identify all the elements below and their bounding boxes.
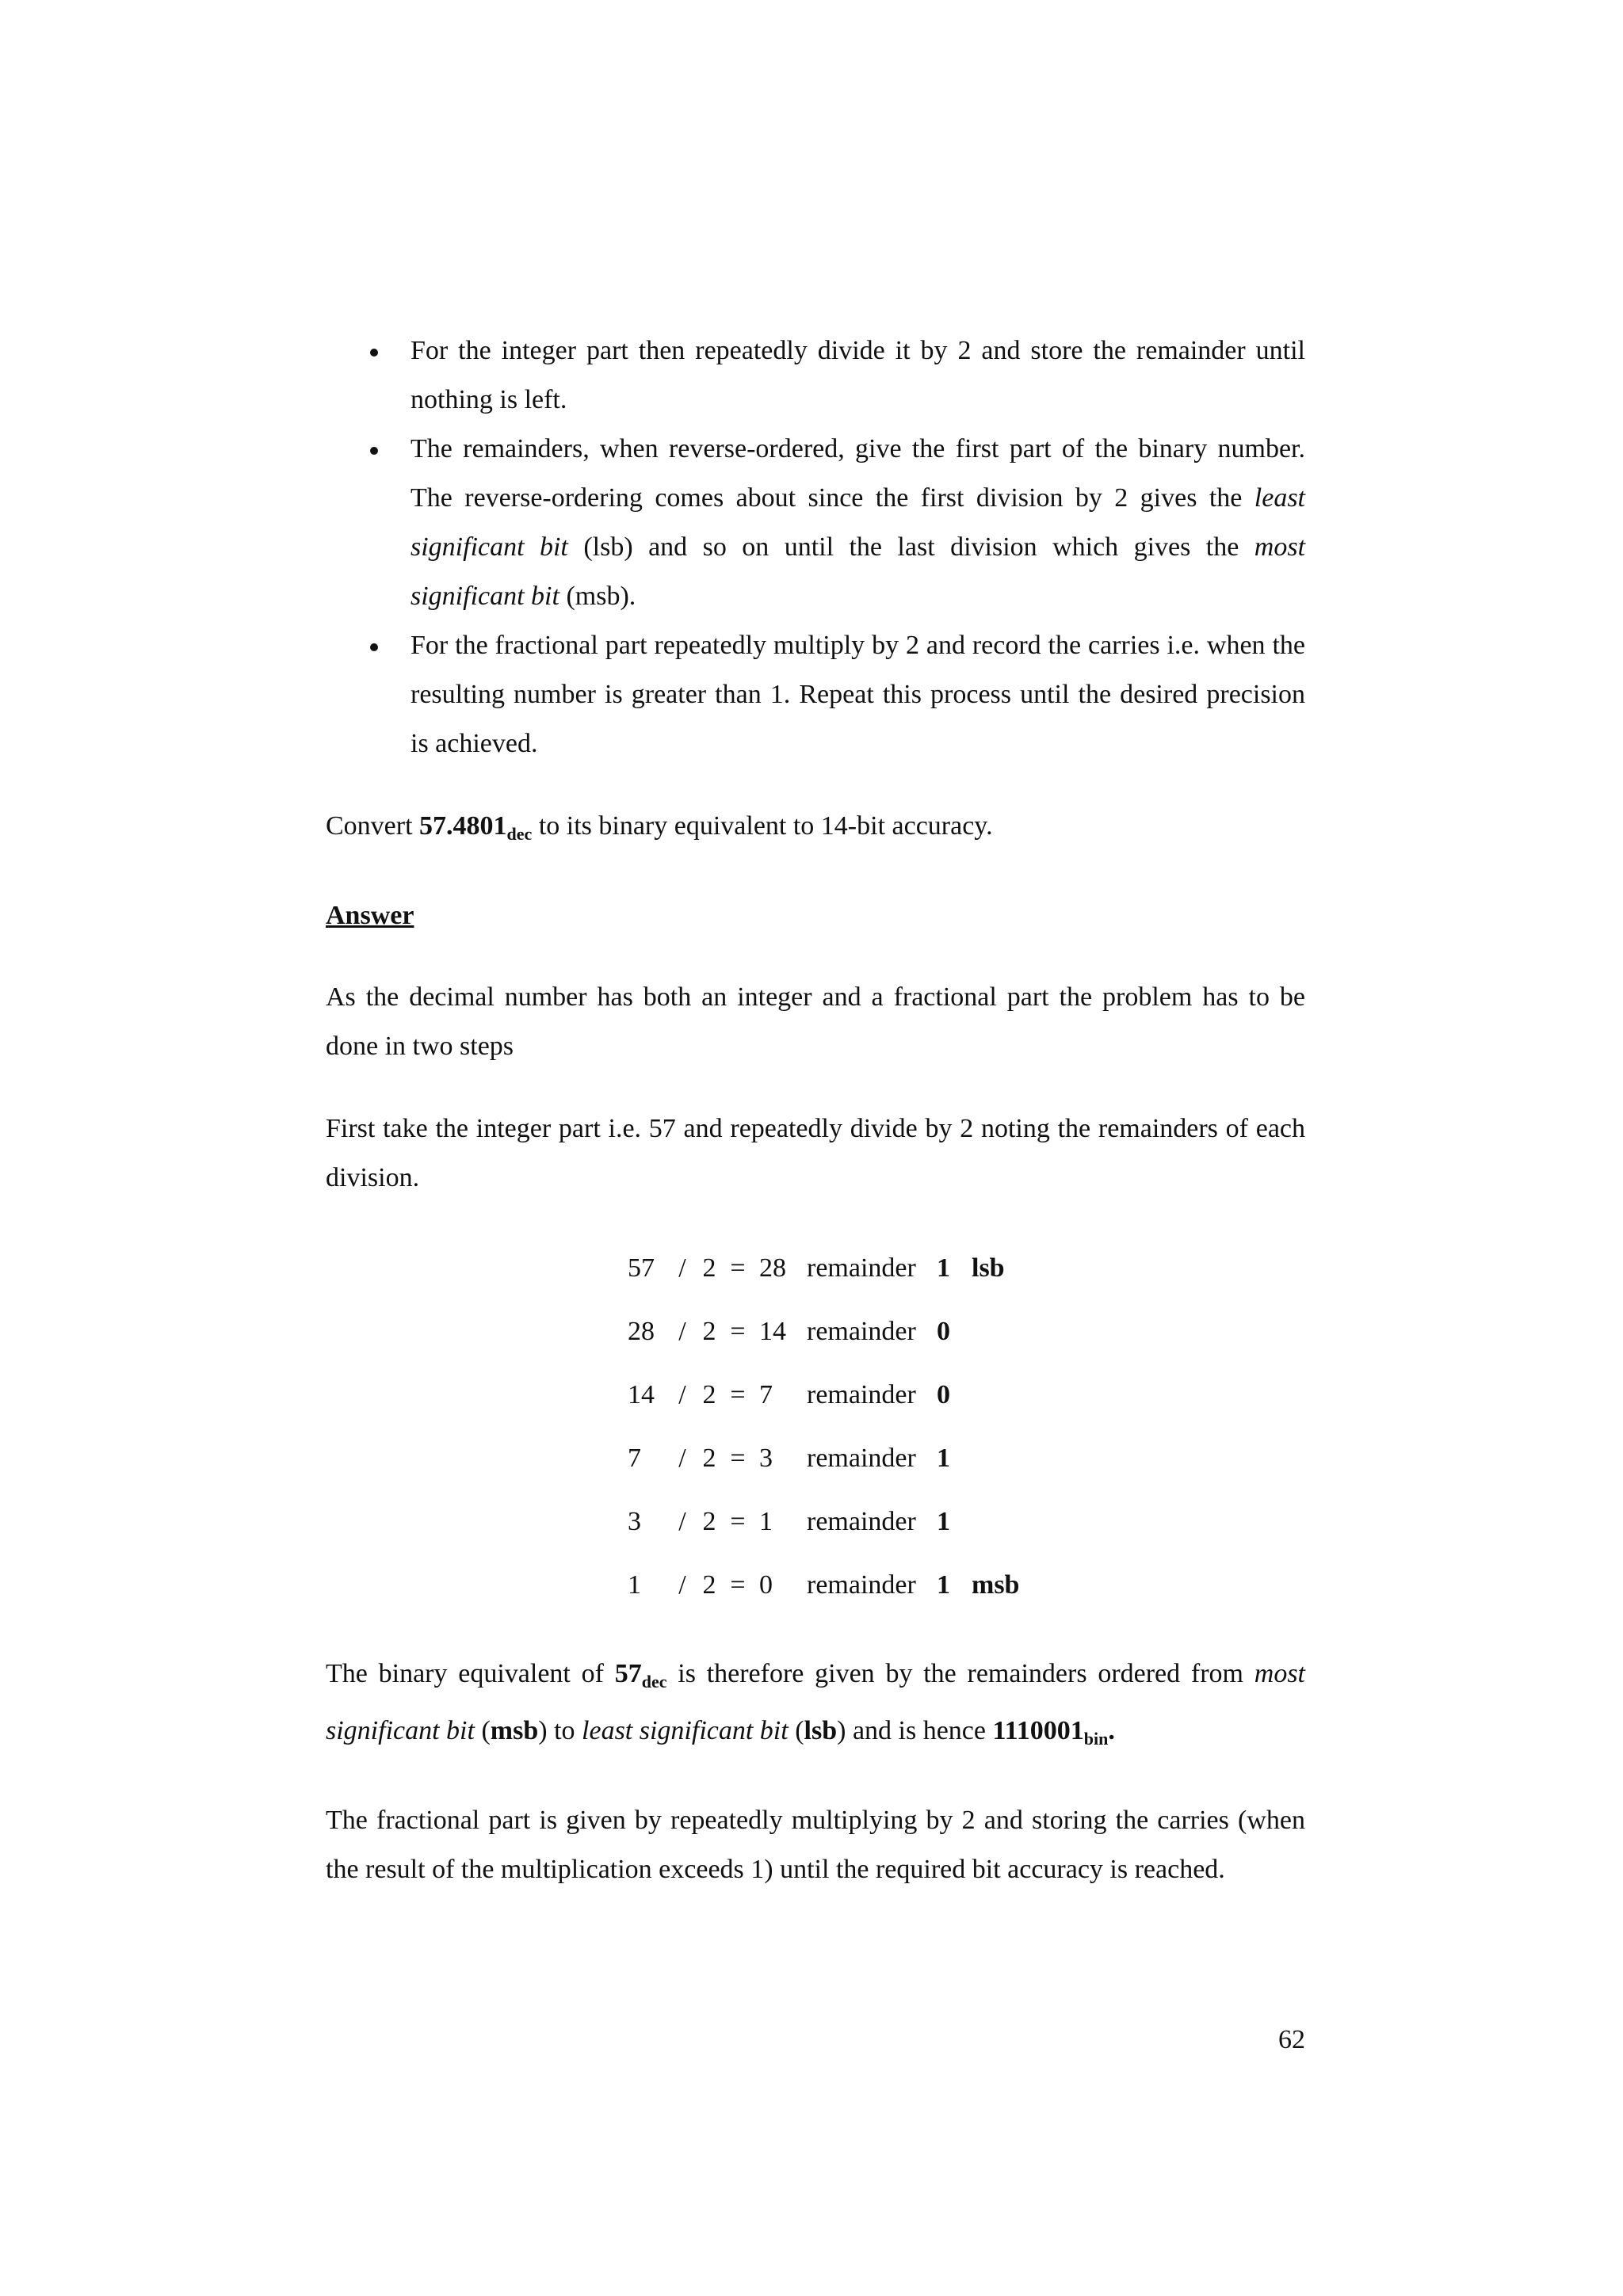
text-part: The binary equivalent of — [326, 1659, 615, 1688]
equals-sign-cell: = — [730, 1380, 746, 1409]
bullet-integer-part — [326, 326, 1305, 425]
divide-sign-cell: / — [678, 1317, 686, 1346]
text-part: ) and is hence — [837, 1716, 993, 1745]
equals-sign-cell: = — [730, 1507, 746, 1536]
bit-note-cell — [967, 1363, 1019, 1427]
problem-subscript: dec — [506, 824, 533, 844]
bullet-text-part: (msb). — [559, 582, 636, 611]
bit-note-cell — [967, 1300, 1019, 1363]
division-row — [628, 1363, 1019, 1427]
divisor-cell: 2 — [702, 1317, 716, 1346]
dividend-cell: 28 — [628, 1317, 655, 1346]
text-part: is therefore given by the remainders ordered from — [666, 1659, 1254, 1688]
emphasis-msb-term: most significant bit — [411, 532, 1306, 611]
remainder-value-cell: 1 — [937, 1570, 950, 1600]
answer-heading-text: Answer — [326, 901, 414, 930]
paragraph-fractional-step: The fractional part is given by repeatedly multiplying by 2 and storing the carries (when the result of the multiplication exceeds 1) until the required bit accuracy is reached. — [326, 1806, 1305, 1884]
dividend-cell: 3 — [628, 1507, 641, 1536]
bit-note-cell — [967, 1490, 1019, 1554]
divisor-cell: 2 — [702, 1507, 716, 1536]
quotient-cell: 0 — [759, 1570, 773, 1600]
text-part: . — [1108, 1716, 1115, 1745]
quotient-cell: 28 — [759, 1253, 786, 1283]
binary-result: 1110001 — [992, 1716, 1084, 1745]
dividend-cell: 57 — [628, 1253, 655, 1283]
divide-sign-cell: / — [678, 1253, 686, 1283]
answer-heading — [326, 891, 1305, 940]
bullet-dot-icon — [370, 349, 378, 357]
quotient-cell: 1 — [759, 1507, 773, 1536]
equals-sign-cell: = — [730, 1317, 746, 1346]
divide-sign-cell: / — [678, 1380, 686, 1409]
divisor-cell: 2 — [702, 1444, 716, 1473]
bullet-text-part: (lsb) and so on until the last division which gives the — [567, 532, 1254, 562]
subscript-bin: bin — [1083, 1729, 1109, 1749]
bold-57: 57 — [614, 1659, 642, 1688]
problem-prefix: Convert — [326, 811, 420, 841]
bullet-dot-icon — [370, 643, 378, 651]
equals-sign-cell: = — [730, 1253, 746, 1283]
remainder-label-cell: remainder — [807, 1570, 916, 1600]
bit-note-cell: lsb — [972, 1253, 1005, 1283]
paragraph-integer-step: First take the integer part i.e. 57 and repeatedly divide by 2 noting the remainders of each division. — [326, 1114, 1305, 1192]
equals-sign-cell: = — [730, 1444, 746, 1473]
quotient-cell: 3 — [759, 1444, 773, 1473]
subscript-dec: dec — [641, 1672, 667, 1691]
bold-msb: msb — [490, 1716, 539, 1745]
text-part: ( — [474, 1716, 491, 1745]
divisor-cell: 2 — [702, 1253, 716, 1283]
bit-note-cell — [967, 1427, 1019, 1490]
method-bullet-list — [326, 326, 1305, 769]
division-row — [628, 1300, 1019, 1363]
division-table-body — [628, 1237, 1019, 1617]
page-content — [326, 326, 1305, 1894]
divisor-cell: 2 — [702, 1570, 716, 1600]
text-part: ) to — [538, 1716, 582, 1745]
remainder-value-cell: 0 — [937, 1317, 950, 1346]
dividend-cell: 1 — [628, 1570, 641, 1600]
bit-note-cell: msb — [972, 1570, 1020, 1600]
dividend-cell: 7 — [628, 1444, 641, 1473]
bullet-dot-icon — [370, 447, 378, 455]
dividend-cell: 14 — [628, 1380, 655, 1409]
text-part: ( — [788, 1716, 804, 1745]
remainder-value-cell: 1 — [937, 1253, 950, 1283]
divide-sign-cell: / — [678, 1570, 686, 1600]
bullet-fractional-part — [326, 621, 1305, 769]
remainder-label-cell: remainder — [807, 1317, 916, 1346]
division-row — [628, 1427, 1019, 1490]
divide-sign-cell: / — [678, 1444, 686, 1473]
paragraph-binary-result — [326, 1650, 1305, 1764]
remainder-label-cell: remainder — [807, 1380, 916, 1409]
paragraph-two-steps: As the decimal number has both an integer and a fractional part the problem has to be done in two steps — [326, 982, 1305, 1061]
remainder-value-cell: 1 — [937, 1507, 950, 1536]
bullet-text: For the fractional part repeatedly multiply by 2 and record the carries i.e. when the resulting number is greater than 1. Repeat this process until the desired precision is achieved. — [411, 631, 1305, 758]
emphasis-msb-term: most significant bit — [326, 1659, 1305, 1745]
page-number: 62 — [1278, 2025, 1305, 2054]
emphasis-lsb-term: least significant bit — [582, 1716, 789, 1745]
problem-statement — [326, 802, 1305, 859]
division-row — [628, 1490, 1019, 1554]
equals-sign-cell: = — [730, 1570, 746, 1600]
division-row — [628, 1554, 1019, 1617]
bullet-text-part: The remainders, when reverse-ordered, give the first part of the binary number. The reverse-ordering comes about since the first division by 2 gives the — [411, 434, 1305, 513]
problem-suffix: to its binary equivalent to 14-bit accuracy. — [532, 811, 993, 841]
divide-sign-cell: / — [678, 1507, 686, 1536]
quotient-cell: 14 — [759, 1317, 786, 1346]
remainder-value-cell: 0 — [937, 1380, 950, 1409]
emphasis-lsb-term: least significant bit — [411, 483, 1305, 562]
remainder-label-cell: remainder — [807, 1253, 916, 1283]
remainder-value-cell: 1 — [937, 1444, 950, 1473]
division-row — [628, 1237, 1019, 1300]
division-table — [628, 1237, 1019, 1617]
bullet-text: For the integer part then repeatedly divide it by 2 and store the remainder until nothing is left. — [411, 336, 1305, 414]
remainder-label-cell: remainder — [807, 1507, 916, 1536]
quotient-cell: 7 — [759, 1380, 773, 1409]
bold-lsb: lsb — [804, 1716, 838, 1745]
remainder-label-cell: remainder — [807, 1444, 916, 1473]
problem-number: 57.4801 — [419, 811, 507, 841]
bullet-remainders — [326, 425, 1305, 621]
divisor-cell: 2 — [702, 1380, 716, 1409]
